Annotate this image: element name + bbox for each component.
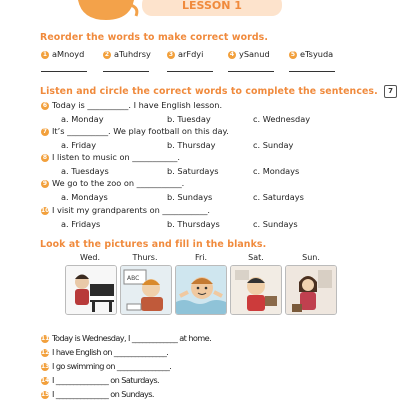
lesson-label: LESSON 1 xyxy=(182,0,242,12)
picture-boy-activity xyxy=(230,265,282,315)
question-9 xyxy=(41,178,184,188)
day-label-sat: Sat. xyxy=(248,253,264,262)
picture-playing-piano xyxy=(65,265,117,315)
number-badge: 13 xyxy=(41,362,50,370)
question-6 xyxy=(41,100,222,110)
option-b[interactable]: b. Tuesday xyxy=(167,114,211,124)
scrambled-word-text: ySanud xyxy=(239,49,270,59)
scrambled-word-text: eTsyuda xyxy=(300,49,334,59)
day-label-fri: Fri. xyxy=(194,253,208,262)
option-c[interactable]: c. Wednesday xyxy=(253,114,311,124)
day-label-sun: Sun. xyxy=(302,253,320,262)
question-sentence: It’s __________. We play football on this day. xyxy=(52,126,229,136)
answer-line-1[interactable] xyxy=(41,71,87,72)
answer-line-2[interactable] xyxy=(103,71,149,72)
girl-illustration xyxy=(286,266,336,314)
svg-text:ABC: ABC xyxy=(127,275,140,282)
fill-sentence-text[interactable]: I go swimming on _______________. xyxy=(52,361,172,371)
fill-sentence-15 xyxy=(41,389,154,399)
scrambled-word-1 xyxy=(41,49,84,59)
header-banner xyxy=(0,0,400,22)
scrambled-word-2 xyxy=(103,49,151,59)
question-sentence: I listen to music on ___________. xyxy=(52,152,180,162)
answer-line-4[interactable] xyxy=(228,71,274,72)
swimming-illustration xyxy=(176,266,226,314)
picture-swimming xyxy=(175,265,227,315)
question-sentence: I visit my grandparents on ___________. xyxy=(52,205,211,215)
option-a[interactable]: a. Friday xyxy=(61,140,97,150)
fill-sentence-text[interactable]: I _______________ on Saturdays. xyxy=(52,375,159,385)
question-sentence: We go to the zoo on ___________. xyxy=(52,178,185,188)
number-badge: 7 xyxy=(42,127,48,135)
fill-sentence-14 xyxy=(41,375,159,385)
scrambled-word-3 xyxy=(167,49,203,59)
number-badge: 9 xyxy=(42,179,48,187)
number-badge: 10 xyxy=(41,206,50,214)
number-badge: 4 xyxy=(229,50,235,58)
fill-sentence-11 xyxy=(41,333,211,343)
option-c[interactable]: c. Mondays xyxy=(253,166,300,176)
answer-line-5[interactable] xyxy=(289,71,335,72)
day-label-thurs: Thurs. xyxy=(132,253,158,262)
scrambled-word-text: arFdyi xyxy=(178,49,204,59)
option-c[interactable]: c. Saturdays xyxy=(253,192,304,202)
number-badge: 8 xyxy=(42,153,48,161)
number-badge: 1 xyxy=(42,50,48,58)
option-a[interactable]: a. Mondays xyxy=(61,192,108,202)
mascot-cat-illustration xyxy=(74,0,144,22)
option-a[interactable]: a. Monday xyxy=(61,114,104,124)
audio-track-icon[interactable]: 7 xyxy=(384,85,397,98)
section2-heading-text: Listen and circle the correct words to complete the sentences. xyxy=(40,86,378,97)
section1-heading: Reorder the words to make correct words. xyxy=(40,32,269,43)
option-b[interactable]: b. Sundays xyxy=(167,192,213,202)
option-b[interactable]: b. Saturdays xyxy=(167,166,219,176)
question-7 xyxy=(41,126,229,136)
fill-sentence-text[interactable]: I _______________ on Sundays. xyxy=(52,389,154,399)
number-badge: 3 xyxy=(168,50,174,58)
number-badge: 5 xyxy=(290,50,296,58)
lesson-banner xyxy=(142,0,282,16)
number-badge: 15 xyxy=(41,390,50,398)
section3-heading: Look at the pictures and fill in the blanks. xyxy=(40,239,267,250)
option-c[interactable]: c. Sundays xyxy=(253,219,298,229)
option-b[interactable]: b. Thursdays xyxy=(167,219,220,229)
option-c[interactable]: c. Sunday xyxy=(253,140,294,150)
day-label-wed: Wed. xyxy=(80,253,100,262)
scrambled-word-4 xyxy=(228,49,270,59)
fill-sentence-13 xyxy=(41,361,171,371)
fill-sentence-text[interactable]: I have English on _______________. xyxy=(52,347,169,357)
scrambled-word-5 xyxy=(289,49,333,59)
fill-sentence-text[interactable]: Today is Wednesday, I _____________ at home. xyxy=(52,333,212,343)
question-8 xyxy=(41,152,180,162)
number-badge: 12 xyxy=(41,348,50,356)
fill-sentence-12 xyxy=(41,347,168,357)
option-a[interactable]: a. Tuesdays xyxy=(61,166,109,176)
answer-line-3[interactable] xyxy=(167,71,213,72)
boy-illustration xyxy=(231,266,281,314)
option-a[interactable]: a. Fridays xyxy=(61,219,101,229)
number-badge: 14 xyxy=(41,376,50,384)
question-10 xyxy=(41,205,210,215)
piano-illustration xyxy=(66,266,116,314)
number-badge: 6 xyxy=(42,101,48,109)
option-b[interactable]: b. Thursday xyxy=(167,140,216,150)
question-sentence: Today is __________. I have English lesson. xyxy=(52,100,223,110)
number-badge: 2 xyxy=(104,50,110,58)
scrambled-word-text: aMnoyd xyxy=(52,49,85,59)
scrambled-word-text: aTuhdrsy xyxy=(114,49,151,59)
classroom-illustration xyxy=(121,266,171,314)
section2-heading xyxy=(40,85,397,98)
picture-girl-activity xyxy=(285,265,337,315)
number-badge: 11 xyxy=(41,334,50,342)
picture-english-class xyxy=(120,265,172,315)
